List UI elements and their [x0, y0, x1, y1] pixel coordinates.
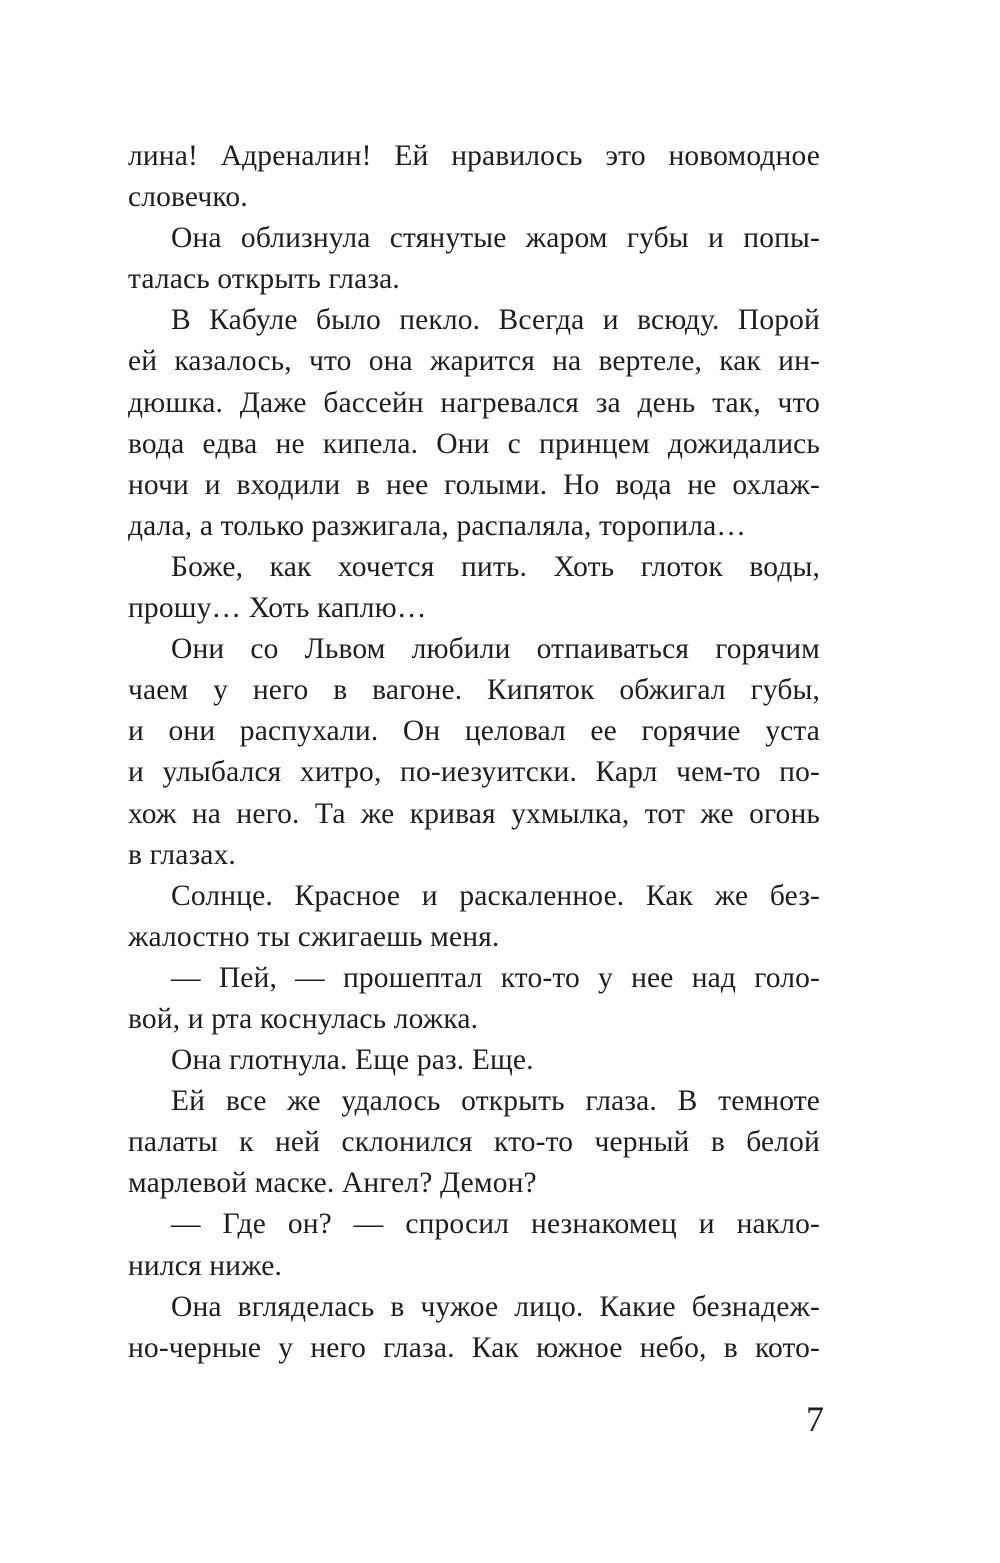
text-line: и они распухали. Он целовал ее горячие уста	[128, 715, 820, 748]
text-line: лина! Адреналин! Ей нравилось это новомодное	[128, 140, 820, 172]
text-line: Она облизнула стянутые жаром губы и попы-	[171, 222, 820, 255]
text-line: ей казалось, что она жарится на вертеле, как ин-	[128, 345, 820, 378]
text-line: ночи и входили в нее голыми. Но вода не охлаж-	[128, 468, 820, 501]
text-line: палаты к ней склонился кто-то черный в белой	[128, 1126, 820, 1159]
text-line: дала, а только разжигала, распаляла, торопила…	[128, 509, 747, 542]
text-line: Они со Львом любили отпаиваться горячим	[171, 633, 820, 666]
text-line: хож на него. Та же кривая ухмылка, тот же огонь	[128, 797, 820, 830]
page-number: 7	[806, 1399, 824, 1439]
text-line: жалостно ты сжигаешь меня.	[128, 920, 500, 953]
text-line: Солнце. Красное и раскаленное. Как же без-	[171, 879, 820, 912]
text-line: дюшка. Даже бассейн нагревался за день так, что	[128, 386, 820, 419]
text-line: Боже, как хочется пить. Хоть глоток воды,	[171, 550, 820, 583]
text-line: талась открыть глаза.	[128, 263, 400, 296]
text-line: Ей все же удалось открыть глаза. В темноте	[171, 1085, 820, 1118]
text-line: чаем у него в вагоне. Кипяток обжигал губы,	[128, 674, 820, 707]
text-line: марлевой маске. Ангел? Демон?	[128, 1167, 537, 1200]
text-line: нился ниже.	[128, 1249, 283, 1282]
text-line: и улыбался хитро, по-иезуитски. Карл чем-то по-	[128, 756, 820, 789]
text-line: прошу… Хоть каплю…	[128, 592, 427, 625]
text-line: — Пей, — прошептал кто-то у нее над голо-	[171, 961, 820, 994]
text-line: в глазах.	[128, 838, 236, 871]
text-line: Она глотнула. Еще раз. Еще.	[171, 1044, 534, 1077]
text-line: вода едва не кипела. Они с принцем дожидались	[128, 427, 820, 460]
text-line: вой, и рта коснулась ложка.	[128, 1002, 479, 1035]
text-line: В Кабуле было пекло. Всегда и всюду. Порой	[171, 304, 820, 337]
text-line: словечко.	[128, 181, 248, 214]
text-line: Она вгляделась в чужое лицо. Какие безнадеж-	[171, 1290, 820, 1323]
text-line: — Где он? — спросил незнакомец и накло-	[171, 1208, 820, 1241]
text-line: но-черные у него глаза. Как южное небо, в кото-	[128, 1331, 820, 1364]
body-text	[128, 136, 820, 1369]
